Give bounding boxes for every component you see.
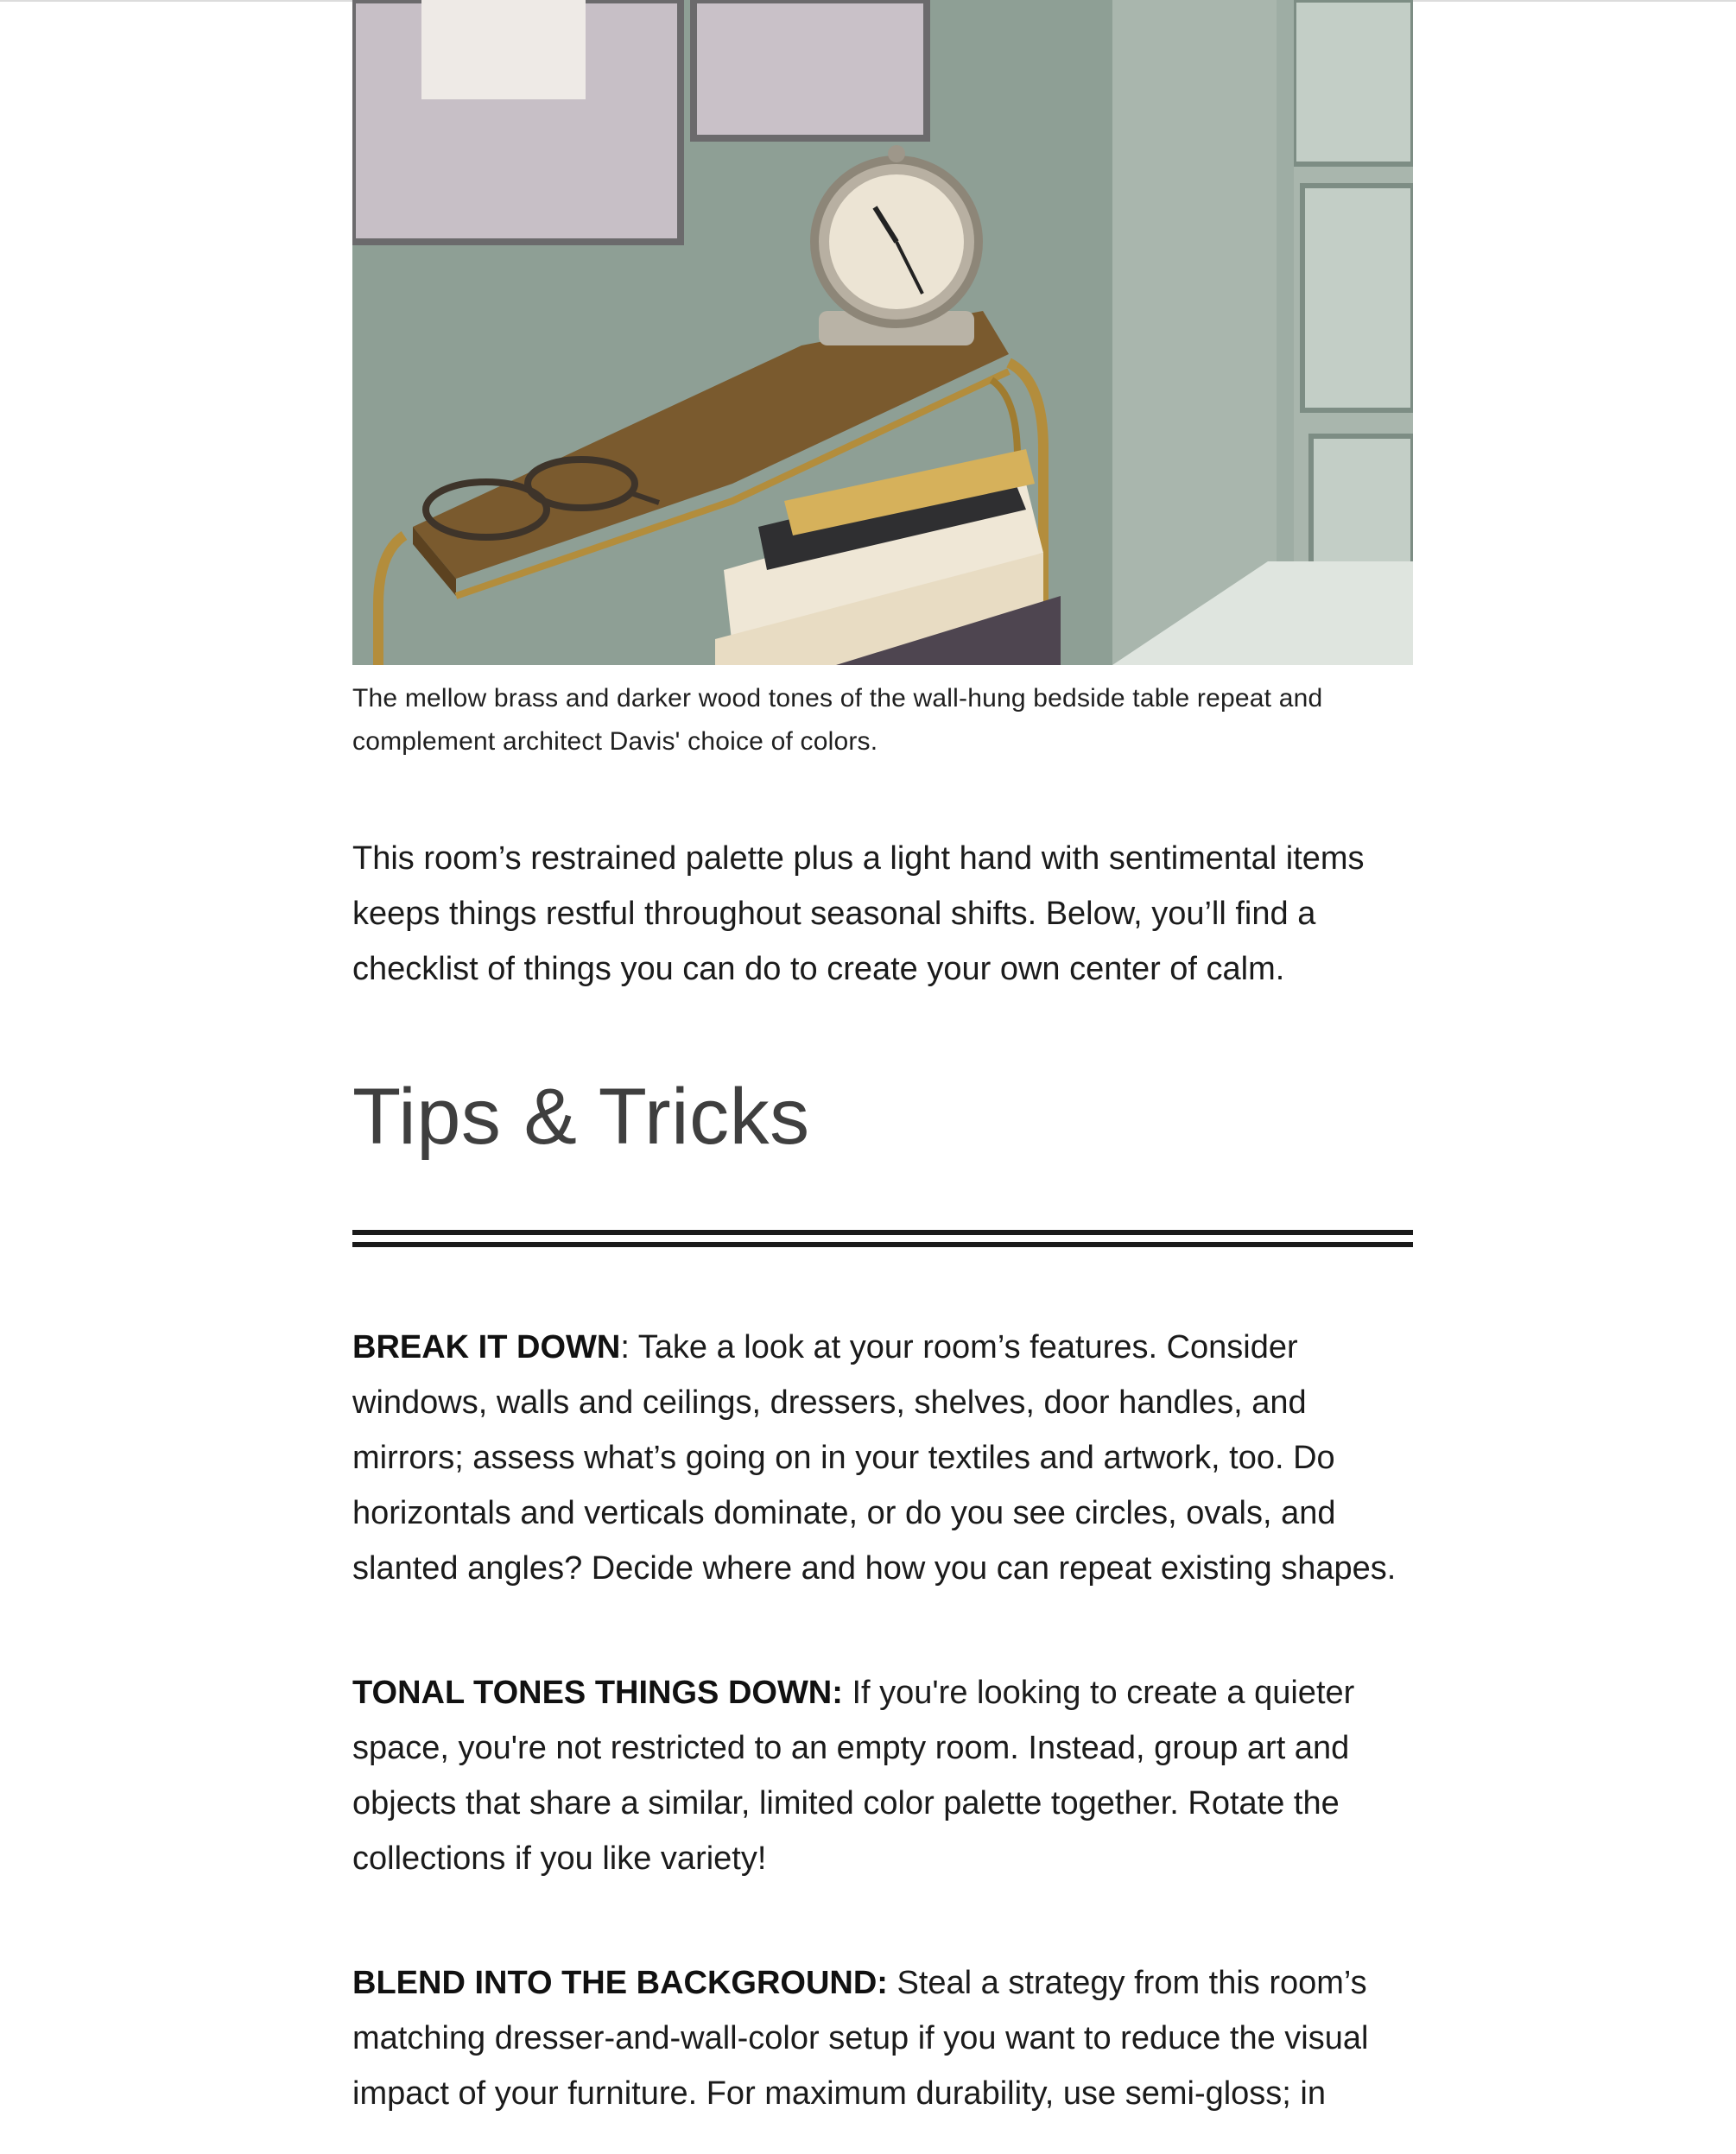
section-heading: Tips & Tricks	[352, 1073, 810, 1161]
tip-paragraph	[352, 1955, 1413, 2121]
tip-lead: BLEND INTO THE BACKGROUND:	[352, 1965, 888, 2002]
tip-lead: BREAK IT DOWN	[352, 1329, 621, 1366]
tip-lead: TONAL TONES THINGS DOWN:	[352, 1675, 843, 1712]
heading-divider	[352, 1230, 1413, 1247]
photo-caption: The mellow brass and darker wood tones of the wall-hung bedside table repeat and complement architect Davis' choice of colors.	[352, 684, 1323, 756]
tip-text: : Take a look at your room’s features. Consider windows, walls and ceilings, dressers, shelves, door handles, and mirrors; assess what’s going on in your textiles and artwork, too. Do horizontals and verticals dominate, or do you see circles, ovals, and slanted angles? Decide where and how you can repeat existing shapes.	[352, 1329, 1397, 1587]
tip-paragraph	[352, 1320, 1413, 1596]
tip-paragraph	[352, 1665, 1413, 1886]
bedside-table-photo	[352, 0, 1413, 665]
tip-text: Steal a strategy from this room’s matching dresser-and-wall-color setup if you want to reduce the visual impact of your furniture. For maximum durability, use semi-gloss; in	[352, 1965, 1369, 2113]
divider-line-bottom	[352, 1242, 1413, 1247]
article-body	[352, 0, 1413, 2154]
intro-paragraph: This room’s restrained palette plus a light hand with sentimental items keeps things restful throughout seasonal shifts. Below, you’ll find a checklist of things you can do to create your own center of calm.	[352, 840, 1365, 987]
tip-text: If you're looking to create a quieter space, you're not restricted to an empty room. Instead, group art and objects that share a similar, limited color palette together. Rotate the collections if you like variety!	[352, 1675, 1355, 1878]
divider-line-top	[352, 1230, 1413, 1235]
